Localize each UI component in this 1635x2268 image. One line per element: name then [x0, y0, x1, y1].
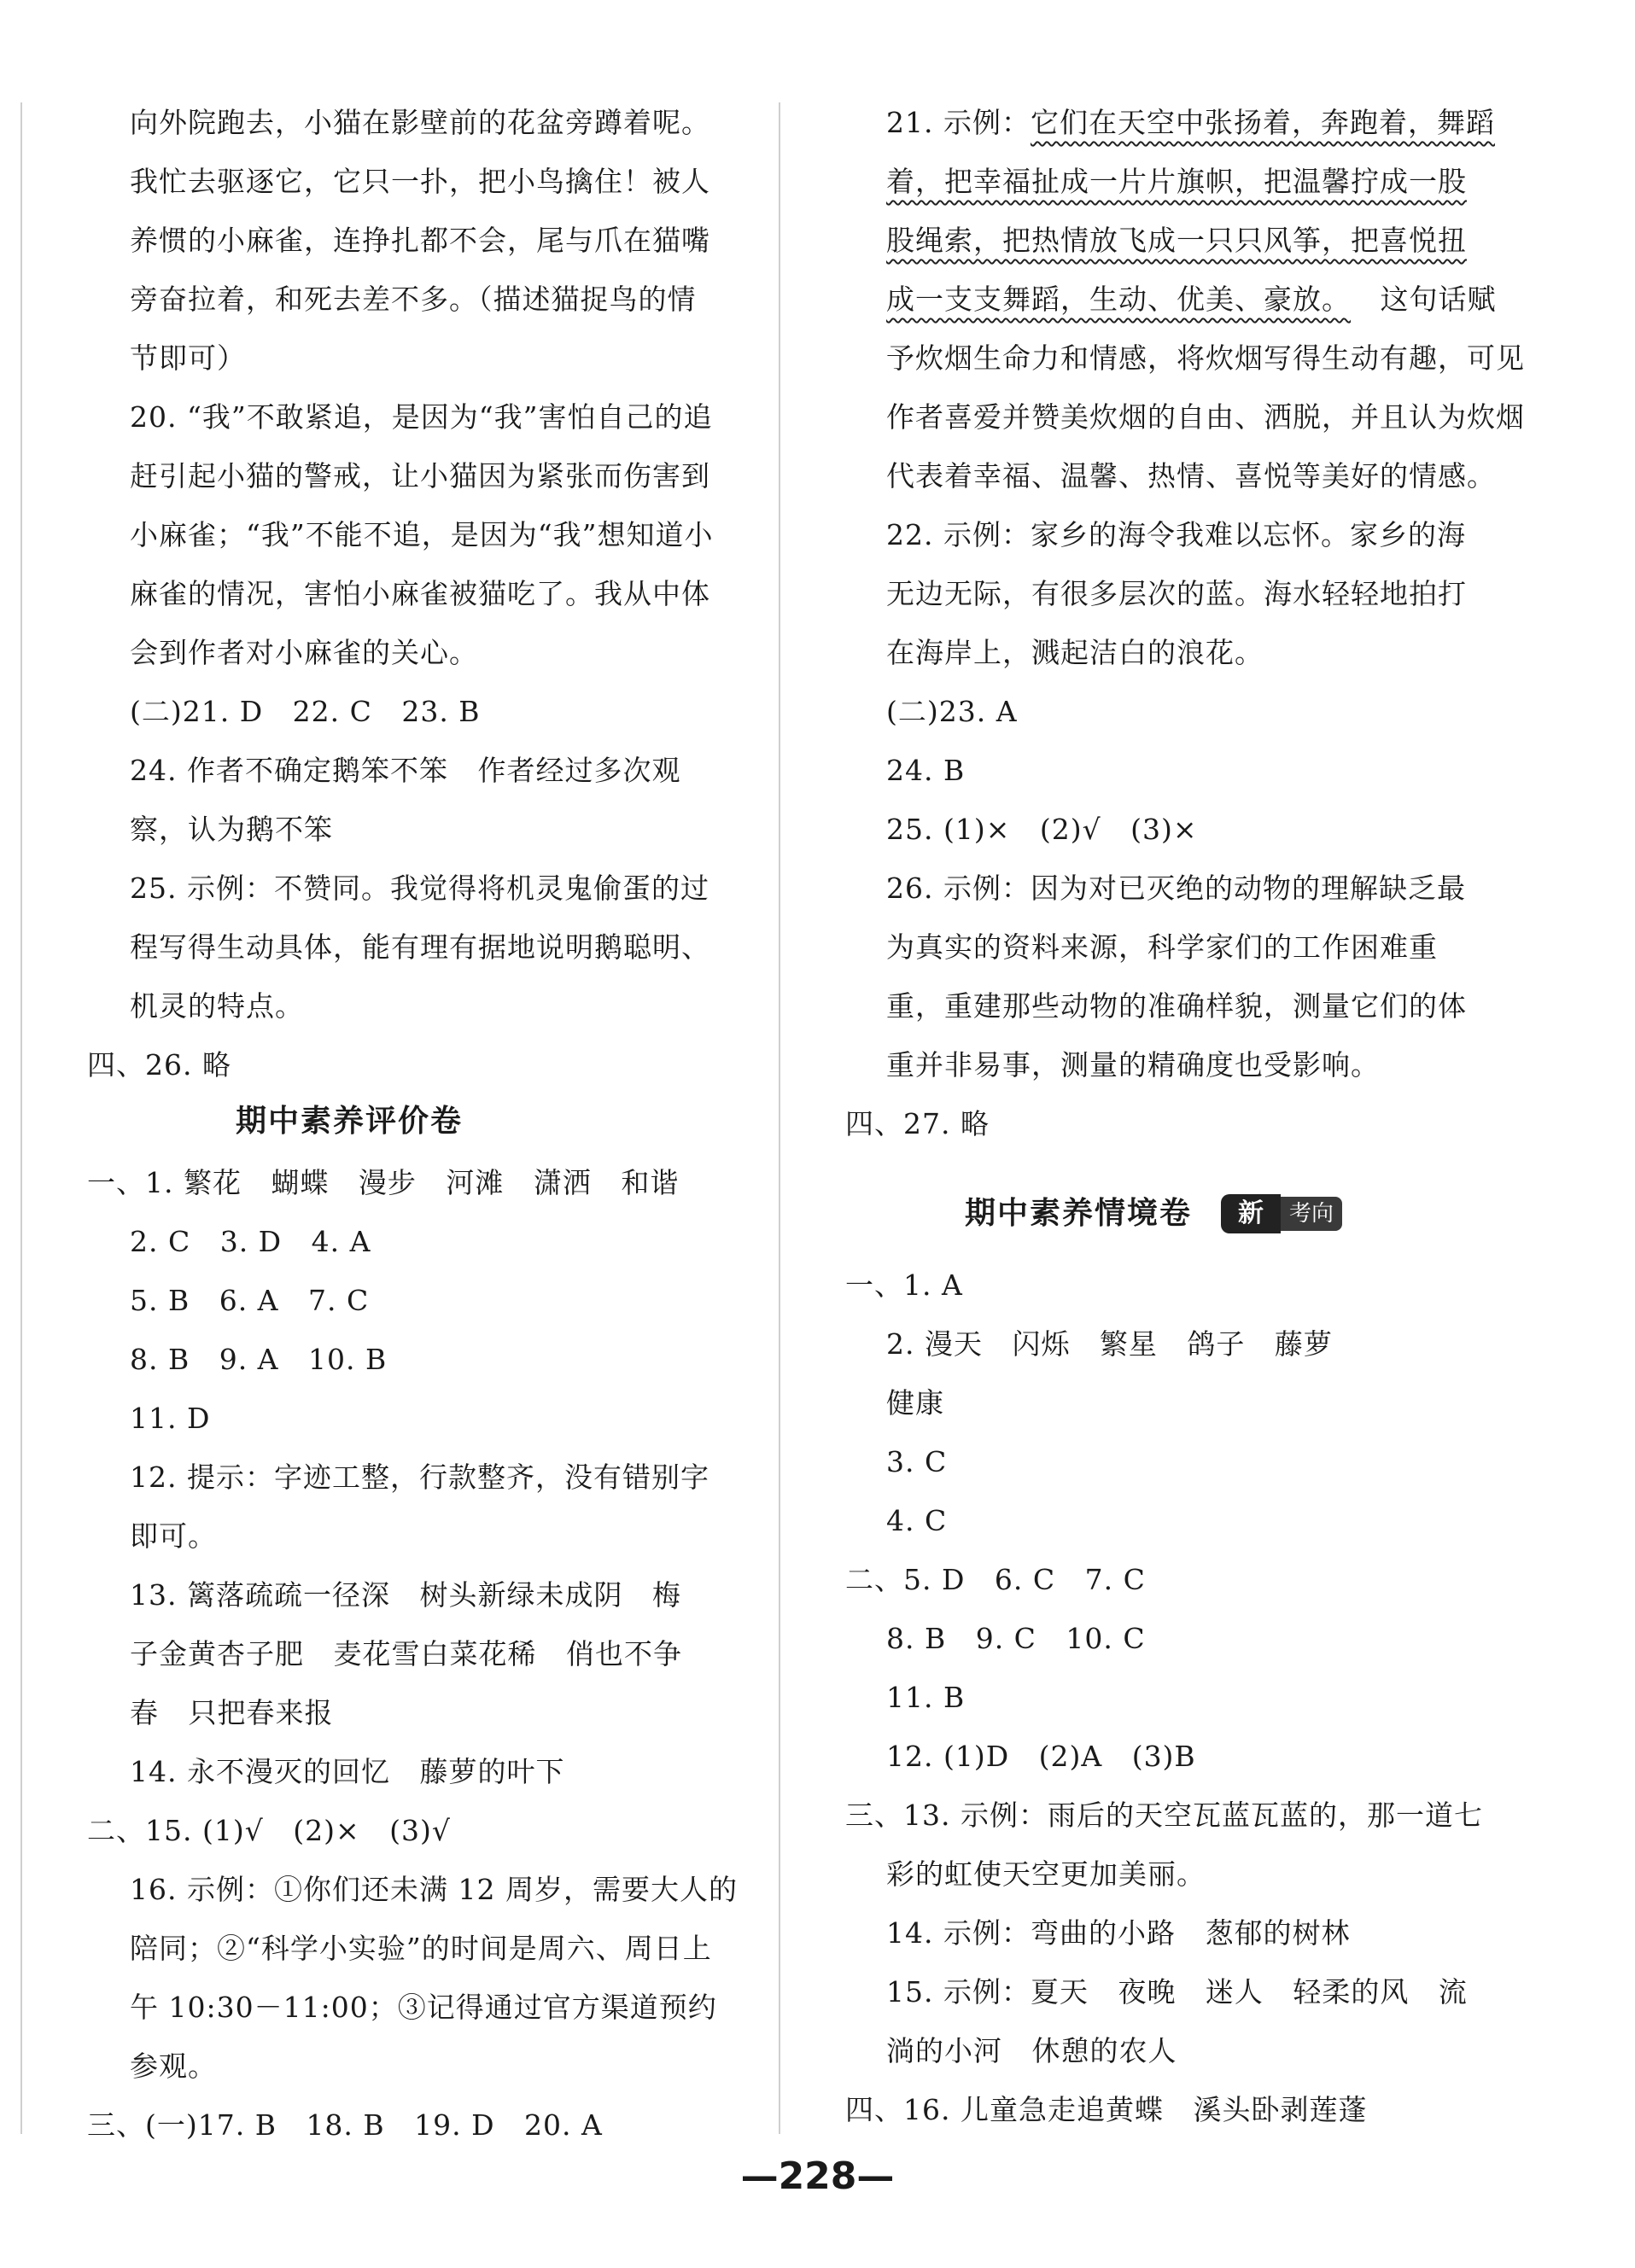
text-line: 淌的小河 休憩的农人 [886, 2034, 1177, 2067]
section-title: 期中素养情境卷 [965, 1196, 1193, 1231]
text-line: 一、1. 繁花 蝴蝶 漫步 河滩 潇洒 和谐 [87, 1166, 680, 1199]
text-line: 向外院跑去，小猫在影壁前的花盆旁蹲着呢。 [130, 106, 710, 139]
text-line: 程写得生动具体，能有理有据地说明鹅聪明、 [130, 930, 710, 964]
text-line: 5. B 6. A 7. C [130, 1284, 370, 1317]
text-line: 会到作者对小麻雀的关心。 [130, 636, 478, 669]
text-line [886, 106, 1495, 140]
text-line: 二、5. D 6. C 7. C [845, 1563, 1146, 1596]
text-line: 22. 示例：家乡的海令我难以忘怀。家乡的海 [886, 518, 1466, 551]
text-line: 三、(一)17. B 18. B 19. D 20. A [87, 2108, 603, 2142]
text-line: 无边无际，有很多层次的蓝。海水轻轻地拍打 [886, 577, 1467, 610]
text-line: 养惯的小麻雀，连挣扎都不会，尾与爪在猫嘴 [130, 224, 710, 257]
text-line: 15. 示例：夏天 夜晚 迷人 轻柔的风 流 [886, 1975, 1468, 2009]
text-line [886, 165, 1467, 199]
text-line: 四、26. 略 [87, 1048, 231, 1082]
text-line: 11. D [130, 1402, 211, 1435]
text-line: 8. B 9. A 10. B [130, 1343, 388, 1376]
text-line [886, 283, 1496, 317]
text-line: 春 只把春来报 [130, 1696, 334, 1729]
text-line: 我忙去驱逐它，它只一扑，把小鸟擒住！被人 [130, 165, 710, 198]
text-line: 机灵的特点。 [130, 989, 304, 1023]
text-line: 四、16. 儿童急走追黄蝶 溪头卧剥莲蓬 [845, 2093, 1368, 2126]
wavy-underlined-text: 着，把幸福扯成一片片旗帜，把温馨拧成一股 [886, 165, 1467, 198]
text-line: 节即可） [130, 341, 246, 375]
text-line: 在海岸上，溅起洁白的浪花。 [886, 636, 1264, 669]
text-line: (二)23. A [886, 695, 1018, 728]
text-line: 2. 漫天 闪烁 繁星 鸽子 藤萝 [886, 1327, 1333, 1361]
badge-new-label: 新 [1221, 1194, 1281, 1233]
text-line: 午 10:30－11:00；③记得通过官方渠道预约 [130, 1991, 717, 2024]
text-line: 14. 示例：弯曲的小路 葱郁的树林 [886, 1916, 1351, 1950]
text-line: 26. 示例：因为对已灭绝的动物的理解缺乏最 [886, 872, 1466, 905]
text-line: 3. C [886, 1445, 948, 1478]
badge-text-label: 考向 [1281, 1197, 1342, 1231]
column-divider [779, 102, 780, 2134]
text-line: 察，认为鹅不笨 [130, 813, 333, 846]
wavy-underlined-text: 股绳索，把热情放飞成一只只风筝，把喜悦扭 [886, 224, 1467, 257]
text-line: 2. C 3. D 4. A [130, 1225, 371, 1258]
text-line: 小麻雀；“我”不能不追，是因为“我”想知道小 [130, 518, 714, 551]
new-direction-badge [1221, 1194, 1342, 1233]
text-line: 13. 篱落疏疏一径深 树头新绿未成阴 梅 [130, 1578, 681, 1612]
text-line: 一、1. A [845, 1268, 963, 1302]
text-line: 25. (1)× (2)√ (3)× [886, 813, 1198, 846]
wavy-underlined-text: 成一支支舞蹈，生动、优美、豪放。 [886, 283, 1351, 316]
page-number: —228— [740, 2154, 895, 2198]
section-title: 期中素养评价卷 [236, 1104, 464, 1139]
text-span: 21. 示例： [886, 106, 1031, 139]
text-line: 三、13. 示例：雨后的天空瓦蓝瓦蓝的，那一道七 [845, 1799, 1483, 1832]
text-line: (二)21. D 22. C 23. B [130, 695, 481, 728]
text-line: 予炊烟生命力和情感，将炊烟写得生动有趣，可见 [886, 341, 1525, 375]
text-line: 14. 永不漫灭的回忆 藤萝的叶下 [130, 1755, 565, 1788]
text-line: 陪同；②“科学小实验”的时间是周六、周日上 [130, 1932, 712, 1965]
text-line: 24. B [886, 754, 966, 787]
text-line: 8. B 9. C 10. C [886, 1622, 1146, 1655]
text-line: 彩的虹使天空更加美丽。 [886, 1857, 1206, 1891]
text-line: 25. 示例：不赞同。我觉得将机灵鬼偷蛋的过 [130, 872, 709, 905]
text-line: 12. (1)D (2)A (3)B [886, 1740, 1196, 1773]
text-span: 这句话赋 [1351, 283, 1497, 316]
text-line: 作者喜爱并赞美炊烟的自由、洒脱，并且认为炊烟 [886, 400, 1525, 434]
text-line [886, 224, 1467, 258]
text-line: 四、27. 略 [845, 1107, 990, 1140]
text-line: 11. B [886, 1681, 966, 1714]
wavy-underlined-text: 它们在天空中张扬着，奔跑着，舞蹈 [1030, 106, 1495, 139]
text-line: 重，重建那些动物的准确样貌，测量它们的体 [886, 989, 1467, 1023]
text-line: 子金黄杏子肥 麦花雪白菜花稀 俏也不争 [130, 1637, 682, 1670]
text-line: 20. “我”不敢紧追，是因为“我”害怕自己的追 [130, 400, 713, 434]
text-line: 健康 [886, 1386, 944, 1420]
text-line: 麻雀的情况，害怕小麻雀被猫吃了。我从中体 [130, 577, 710, 610]
text-line: 重并非易事，测量的精确度也受影响。 [886, 1048, 1380, 1082]
text-line: 24. 作者不确定鹅笨不笨 作者经过多次观 [130, 754, 681, 787]
text-line: 代表着幸福、温馨、热情、喜悦等美好的情感。 [886, 459, 1496, 493]
text-line: 12. 提示：字迹工整，行款整齐，没有错别字 [130, 1460, 709, 1494]
left-margin-rule [20, 102, 22, 2134]
text-line: 为真实的资料来源，科学家们的工作困难重 [886, 930, 1438, 964]
text-line: 参观。 [130, 2049, 217, 2083]
text-line: 16. 示例：①你们还未满 12 周岁，需要大人的 [130, 1873, 738, 1906]
text-line: 即可。 [130, 1519, 217, 1553]
text-line: 旁奋拉着，和死去差不多。（描述猫捉鸟的情 [130, 283, 697, 316]
text-line: 4. C [886, 1504, 948, 1537]
text-line: 二、15. (1)√ (2)× (3)√ [87, 1814, 451, 1847]
text-line: 赶引起小猫的警戒，让小猫因为紧张而伤害到 [130, 459, 710, 493]
